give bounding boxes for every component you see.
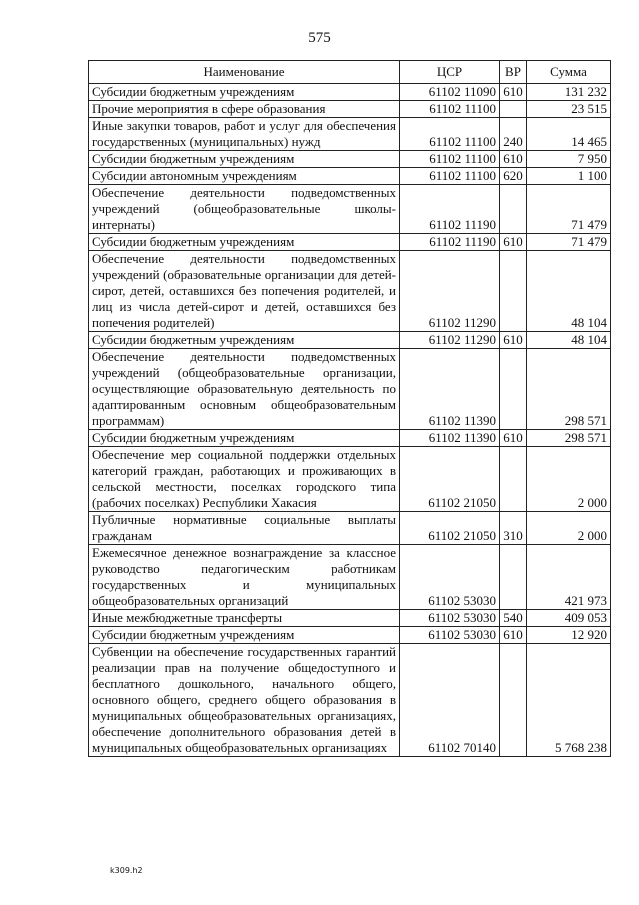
table-row (89, 332, 611, 349)
row-name: Обеспечение деятельности подведомственных учреждений (образовательные организации для детей-сирот, детей, оставшихся без попечения родителей, и лиц из числа детей-сирот и детей, оставшихся без попечения родителей) (89, 251, 400, 332)
column-header-sum: Сумма (527, 61, 611, 84)
row-csr: 61102 53030 (400, 610, 500, 627)
footer-code: k309.h2 (110, 866, 143, 875)
table-row (89, 185, 611, 234)
table-row (89, 118, 611, 151)
row-vr: 240 (500, 118, 527, 151)
row-sum: 14 465 (527, 118, 611, 151)
row-vr: 540 (500, 610, 527, 627)
table-row (89, 430, 611, 447)
row-sum: 2 000 (527, 512, 611, 545)
row-csr: 61102 11290 (400, 251, 500, 332)
row-vr (500, 101, 527, 118)
table-header-row (89, 61, 611, 84)
row-sum: 298 571 (527, 349, 611, 430)
table-row (89, 349, 611, 430)
row-name: Обеспечение деятельности подведомственных учреждений (общеобразовательные организации, осуществляющие образовательную деятельность по адаптированным основным общеобразовательным программам) (89, 349, 400, 430)
row-sum: 409 053 (527, 610, 611, 627)
row-csr: 61102 11100 (400, 101, 500, 118)
row-sum: 48 104 (527, 332, 611, 349)
row-name: Обеспечение деятельности подведомственных учреждений (общеобразовательные школы-интернаты) (89, 185, 400, 234)
table-row (89, 512, 611, 545)
row-csr: 61102 21050 (400, 512, 500, 545)
table-row (89, 234, 611, 251)
row-csr: 61102 11100 (400, 118, 500, 151)
column-header-name: Наименование (89, 61, 400, 84)
row-name: Субсидии бюджетным учреждениям (89, 332, 400, 349)
budget-table (88, 60, 611, 757)
row-csr: 61102 53030 (400, 627, 500, 644)
row-name: Прочие мероприятия в сфере образования (89, 101, 400, 118)
table-row (89, 84, 611, 101)
row-csr: 61102 11190 (400, 234, 500, 251)
row-vr: 610 (500, 151, 527, 168)
row-vr (500, 644, 527, 757)
table-row (89, 447, 611, 512)
row-name: Субсидии бюджетным учреждениям (89, 430, 400, 447)
row-sum: 131 232 (527, 84, 611, 101)
row-csr: 61102 70140 (400, 644, 500, 757)
row-vr: 310 (500, 512, 527, 545)
row-csr: 61102 53030 (400, 545, 500, 610)
row-vr (500, 447, 527, 512)
row-csr: 61102 11090 (400, 84, 500, 101)
row-vr (500, 251, 527, 332)
row-vr (500, 545, 527, 610)
row-sum: 7 950 (527, 151, 611, 168)
row-vr: 610 (500, 332, 527, 349)
row-csr: 61102 11100 (400, 168, 500, 185)
column-header-vr: ВР (500, 61, 527, 84)
row-sum: 23 515 (527, 101, 611, 118)
row-vr: 610 (500, 234, 527, 251)
row-name: Субсидии бюджетным учреждениям (89, 84, 400, 101)
table-row (89, 644, 611, 757)
table-row (89, 627, 611, 644)
row-sum: 71 479 (527, 185, 611, 234)
row-name: Субсидии бюджетным учреждениям (89, 627, 400, 644)
row-name: Субвенции на обеспечение государственных гарантий реализации прав на получение общедоступного и бесплатного дошкольного, начального общего, основного общего, среднего общего образования в муниципальных общеобразовательных организациях, обеспечение дополнительного образования детей в муниципальных общеобразовательных организациях (89, 644, 400, 757)
row-sum: 2 000 (527, 447, 611, 512)
row-vr (500, 349, 527, 430)
row-name: Иные межбюджетные трансферты (89, 610, 400, 627)
row-csr: 61102 21050 (400, 447, 500, 512)
row-sum: 298 571 (527, 430, 611, 447)
row-name: Обеспечение мер социальной поддержки отдельных категорий граждан, работающих и проживающих в сельской местности, поселках городского типа (рабочих поселках) Республики Хакасия (89, 447, 400, 512)
row-vr: 610 (500, 627, 527, 644)
row-sum: 71 479 (527, 234, 611, 251)
row-name: Субсидии бюджетным учреждениям (89, 151, 400, 168)
row-sum: 421 973 (527, 545, 611, 610)
table-row (89, 610, 611, 627)
table-row (89, 545, 611, 610)
row-csr: 61102 11390 (400, 430, 500, 447)
row-vr: 620 (500, 168, 527, 185)
row-sum: 48 104 (527, 251, 611, 332)
row-name: Субсидии автономным учреждениям (89, 168, 400, 185)
row-name: Иные закупки товаров, работ и услуг для обеспечения государственных (муниципальных) нужд (89, 118, 400, 151)
table-row (89, 101, 611, 118)
row-csr: 61102 11190 (400, 185, 500, 234)
row-csr: 61102 11100 (400, 151, 500, 168)
row-csr: 61102 11290 (400, 332, 500, 349)
page-number: 575 (308, 30, 331, 46)
row-name: Субсидии бюджетным учреждениям (89, 234, 400, 251)
table-row (89, 151, 611, 168)
row-vr: 610 (500, 430, 527, 447)
table-row (89, 251, 611, 332)
row-sum: 5 768 238 (527, 644, 611, 757)
row-sum: 1 100 (527, 168, 611, 185)
row-csr: 61102 11390 (400, 349, 500, 430)
row-name: Публичные нормативные социальные выплаты гражданам (89, 512, 400, 545)
table-row (89, 168, 611, 185)
row-vr (500, 185, 527, 234)
row-vr: 610 (500, 84, 527, 101)
column-header-csr: ЦСР (400, 61, 500, 84)
row-name: Ежемесячное денежное вознаграждение за классное руководство педагогическим работникам государственных и муниципальных общеобразовательных организаций (89, 545, 400, 610)
row-sum: 12 920 (527, 627, 611, 644)
